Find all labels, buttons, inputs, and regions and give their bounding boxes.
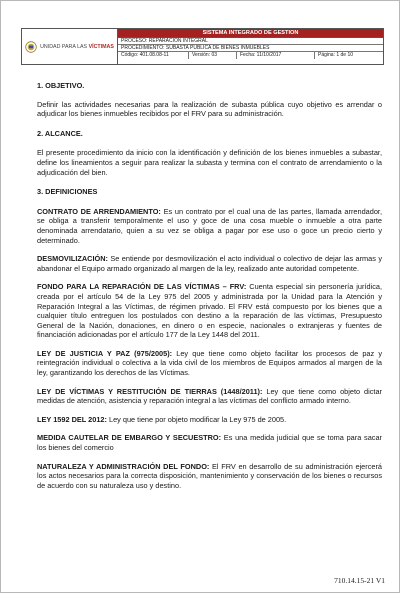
definition-paragraph bbox=[37, 462, 382, 491]
seal-icon bbox=[25, 41, 37, 53]
footer-code: 710.14.15-21 V1 bbox=[334, 576, 385, 585]
section-title-alcance: 2. ALCANCE. bbox=[37, 128, 83, 138]
page-cell: Página: 1 de 10 bbox=[318, 52, 354, 58]
document-header bbox=[21, 28, 384, 65]
definition-text: Es un contrato por el cual una de las partes, llamada arrendador, se obliga a transferir temporalmente el uso y goce de una cosa mueble o inmueble a otra parte denominada arrendatario, quien a su vez se obliga a pagar por ese uso o goce un precio cierto y determinado. bbox=[37, 206, 382, 245]
definition-paragraph bbox=[37, 349, 382, 378]
definition-text: Ley que tiene por objeto modificar la Ley 975 de 2005. bbox=[106, 414, 287, 424]
definition-paragraph bbox=[37, 254, 382, 273]
definition-paragraph bbox=[37, 415, 382, 425]
process-row: PROCESO: REPARACIÓN INTEGRAL bbox=[118, 38, 383, 45]
version-cell: Versión: 03 bbox=[189, 52, 237, 59]
definition-term: LEY DE JUSTICIA Y PAZ (975/2005): bbox=[37, 348, 173, 358]
definition-term: LEY 1592 DEL 2012: bbox=[37, 414, 107, 424]
definition-text: Se entiende por desmovilización el acto individual o colectivo de dejar las armas y abandonar el Equipo armado organizado al margen de la ley, realizado ante autoridad competente. bbox=[37, 254, 382, 273]
code-cell: Código: 401.08.08-11 bbox=[118, 52, 189, 59]
section-title-definiciones: 3. DEFINICIONES bbox=[37, 187, 98, 197]
definition-paragraph bbox=[37, 282, 382, 340]
system-title: SISTEMA INTEGRADO DE GESTION bbox=[118, 29, 383, 38]
section-text-alcance: El presente procedimiento da inicio con la identificación y definición de los bienes inmuebles a subastar, define los lineamientos a seguir para realizar la subasta y termina con el contrato de arrendamiento o la adjudicación del bien. bbox=[37, 148, 382, 177]
document-body bbox=[37, 81, 382, 490]
header-info bbox=[118, 29, 383, 64]
definition-text: Ley que tiene como objeto dictar medidas de atención, asistencia y reparación integral a las víctimas del conflicto armado interno. bbox=[37, 386, 382, 406]
definition-term: DESMOVILIZACIÓN: bbox=[37, 254, 108, 264]
definition-text: El FRV en desarrollo de su administración ejercerá los actos necesarios para la correcta disposición, mantenimiento y conservación de los bienes o recursos de acuerdo con su naturaleza uso y destino. bbox=[37, 461, 382, 490]
definition-term: NATURALEZA Y ADMINISTRACIÓN DEL FONDO: bbox=[37, 461, 210, 471]
definition-text: Cuenta especial sin personería jurídica, creada por el artículo 54 de la Ley 975 del 2005 y administrada por la Unidad para la Atención y Reparación Integral a las Víctimas, de régimen privado. El FRV está compuesto por los bienes que a cualquier título entreguen los postulados con destino a la reparación de las víctimas, Presupuesto General de la Nación, donaciones, en dinero o en especie, nacionales o extranjeras y fuentes de financiación adicionadas por el artículo 177 de la Ley 1448 del 2011. bbox=[37, 282, 382, 340]
date-cell: Fecha: 11/10/2017 bbox=[237, 52, 315, 59]
definition-term: MEDIDA CAUTELAR DE EMBARGO Y SECUESTRO: bbox=[37, 433, 222, 443]
definition-paragraph bbox=[37, 433, 382, 452]
definition-paragraph bbox=[37, 207, 382, 245]
logo bbox=[22, 29, 118, 64]
section-title-objetivo: 1. OBJETIVO. bbox=[37, 81, 85, 90]
meta-row bbox=[118, 52, 383, 59]
definition-text: Ley que tiene como objeto facilitar los procesos de paz y reintegración individual o colectiva a la vida civil de los miembros de Equipos armados al margen de la ley, garantizando los derechos de las Víctimas. bbox=[37, 348, 382, 378]
definition-term: CONTRATO DE ARRENDAMIENTO: bbox=[37, 206, 161, 216]
definition-term: LEY DE VÍCTIMAS Y RESTITUCIÓN DE TIERRAS (1448/2011): bbox=[37, 386, 263, 396]
definition-text: Es una medida judicial que se toma para sacar los bienes del comercio bbox=[37, 433, 382, 453]
procedure-row: PROCEDIMIENTO: SUBASTA PÚBLICA DE BIENES INMUEBLES bbox=[118, 45, 383, 52]
logo-text: UNIDAD PARA LAS VÍCTIMAS bbox=[40, 43, 114, 50]
definition-term: FONDO PARA LA REPARACIÓN DE LAS VÍCTIMAS – FRV: bbox=[37, 282, 247, 292]
definition-paragraph bbox=[37, 387, 382, 406]
section-text-objetivo: Definir las actividades necesarias para la realización de subasta pública cuyo objetivo es arrendar o adjudicar los bienes inmuebles recibidos por el FRV para su administración. bbox=[37, 99, 382, 119]
